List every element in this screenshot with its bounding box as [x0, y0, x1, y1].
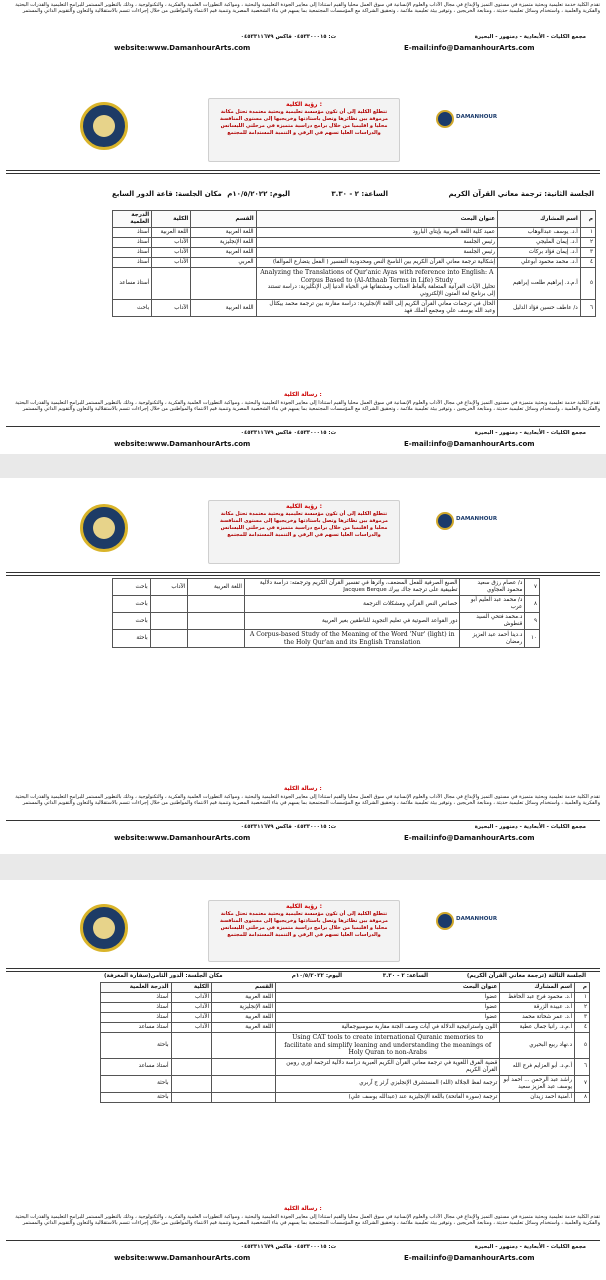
col-header: اسم المشارك [498, 211, 581, 228]
cell [188, 613, 245, 630]
vision-box [208, 500, 400, 564]
phone-text: ت: ٠٤٥٣٣٠٠٠١٥ فاكس ٠٤٥٣٣١١٦٧٩ [240, 824, 336, 830]
cell: الآداب [152, 300, 191, 317]
table-row [113, 300, 596, 317]
title-english: Analyzing the Translations of Qur'anic Ayas with reference into English: A Corpus Based to (Al-Athaab Terms in Life) Study [260, 269, 494, 284]
col-header: م [575, 983, 590, 993]
cell: أستاذ [113, 228, 152, 238]
cell: أ.م.د. رانيا جمال عطية [500, 1023, 575, 1033]
university-logo: DAMANHOUR [436, 110, 496, 134]
website-text: website:www.DamanhourArts.com [114, 44, 251, 52]
cell [212, 1092, 276, 1102]
table-row [113, 248, 596, 258]
mission-text: تقدم الكلية خدمة تعليمية وبحثية متميزة في مستوى التميز والإبداع في مجال الآداب والعلوم الإنسانية في سوق العمل محليا والقيم استنادا إلى معايير الجودة التعليمية والبحثية ، ومواكبة التطورات العلمية والفكرية ، والتكنولوجية ، وذلك بالتطوير المستمر للبرامج التعليمية والقدرات البحثية والفكرية والعلمية ، واستخدام وسائل تعليمية حديثة ، ومتابعة الخريجين ، وتوفير بيئة تعليمية ملائمة ، وتحقيق الشراكة مع المؤسسات المجتمعية بما يسهم في بناء الشخصية المصرية وتنمية قيم الانتماء والمواطنين من خلال إجراءات تتسم بالاستقلالية والتعاون والتقويم الذاتي والمستمر [15, 1214, 600, 1227]
cell: راشد عبد الرحمن ... أحمد أبو يوسف عبد العزيز سعيد [500, 1075, 575, 1092]
cell: إشكالية ترجمة معاني القرآن الكريم بين الناسخ النص ومحدودية التفسير ( الفعل يتضارع الموالفا) [256, 258, 498, 268]
cell [150, 596, 188, 613]
cell: A Corpus-based Study of the Meaning of the Word 'Nur' (light) in the Holy Qur'an and its English Translation [244, 630, 460, 648]
col-header: عنوان البحث [276, 983, 500, 993]
footer-line [6, 426, 600, 427]
cell: عضوا [276, 1003, 500, 1013]
vision-text: تتطلع الكلية إلى أن تكون مؤسسة تعليمية وبحثية معتمدة تحتل مكانة مرموقة بين نظائرها وتصل باستاذتها وخريجيها إلى مستوى المنافسة محليا و اقليميا من خلال برامج دراسية متميزة في مرحلتي الليسانس والدراسات العليا تسهم في الرقي و التنمية المستدامة للمجتمع [219, 511, 388, 538]
cell [212, 1033, 276, 1059]
vision-title: رؤية الكلية : [286, 903, 322, 910]
phone-text: ت: ٠٤٥٣٣٠٠٠١٥ فاكس ٠٤٥٣٣١١٦٧٩ [240, 34, 336, 40]
cell [171, 1075, 212, 1092]
vision-text: تتطلع الكلية إلى أن تكون مؤسسة تعليمية وبحثية معتمدة تحتل مكانة مرموقة بين نظائرها وتصل باستاذتها وخريجيها إلى مستوى المنافسة محليا و اقليميا من خلال برامج دراسية متميزة في مرحلتي الليسانس والدراسات العليا تسهم في الرقي و التنمية المستدامة للمجتمع [219, 911, 388, 938]
mission-text: تقدم الكلية خدمة تعليمية وبحثية متميزة في مستوى التميز والإبداع في مجال الآداب والعلوم الإنسانية في سوق العمل محليا والقيم استنادا إلى معايير الجودة التعليمية والبحثية ، ومواكبة التطورات العلمية والفكرية ، والتكنولوجية ، وذلك بالتطوير المستمر للبرامج التعليمية والقدرات البحثية والفكرية والعلمية ، واستخدام وسائل تعليمية حديثة ، ومتابعة الخريجين ، وتوفير بيئة تعليمية ملائمة ، وتحقيق الشراكة مع المؤسسات المجتمعية بما يسهم في بناء الشخصية المصرية وتنمية قيم الانتماء والمواطنين من خلال إجراءات تتسم بالاستقلالية والتعاون والتقويم الذاتي والمستمر [15, 400, 600, 413]
cell: باحث [113, 596, 151, 613]
cell: اللغة العربية [191, 228, 256, 238]
cell: الآداب [171, 1023, 212, 1033]
table-row [113, 579, 540, 596]
col-header: الدرجة العلمية [113, 211, 152, 228]
address-text: مجمع الكليات - الأبعادية - دمنهور - البحيرة [474, 34, 586, 40]
faculty-logo [80, 102, 128, 150]
cell [188, 630, 245, 648]
session-time: الساعة: ٢ - ٣.٣٠ [331, 190, 388, 198]
session-title: الجلسة الثالثة (ترجمة معاني القرآن الكريم) [466, 973, 586, 979]
cell: د.محمد فتحي السيد قنطوش [460, 613, 525, 630]
address-text: مجمع الكليات - الأبعادية - دمنهور - البحيرة [474, 1244, 586, 1250]
university-logo: DAMANHOUR [436, 912, 496, 936]
title-arabic: تحليل الآيات القرآنية المتعلقة بألفاظ العذاب ومشتقاتها في الحياة الدنيا إلى الإنكليزية: دراسة تستند إلى برنامج لغة المتون الإلكتروني [267, 284, 496, 298]
document-page-2 [0, 478, 606, 854]
document-page-1b [0, 74, 606, 454]
cell: الصيغ الصرفية للفعل المضعف، وأثرها في تفسير القرآن الكريم وترجمته: دراسة دلالية تطبيقية على ترجمة جاك بيرك Jacques Berque [244, 579, 460, 596]
cell: رئيس الجلسة [256, 248, 498, 258]
col-header: القسم [212, 983, 276, 993]
separator [6, 968, 600, 972]
website-text: website:www.DamanhourArts.com [114, 1254, 251, 1262]
cell: د/ محمد عبد العليم أبو عرب [460, 596, 525, 613]
cell: أ.أمنية أحمد زيدان [500, 1092, 575, 1102]
table-header-row [113, 211, 596, 228]
cell: العربي [191, 258, 256, 268]
cell: ترجمة (سورة الفاتحة) باللغة الإنجليزية عند (عبدالله يوسف علي) [276, 1092, 500, 1102]
table-row [113, 228, 596, 238]
col-header: م [580, 211, 595, 228]
table-row [113, 268, 596, 300]
cell: اللغة العربية [212, 993, 276, 1003]
cell: ٦ [580, 300, 595, 317]
cell: باحث [113, 579, 151, 596]
cell: عميد كلية اللغة العربية بإيتاي البارود [256, 228, 498, 238]
session-day: اليوم: ١٠/٥/٢٠٢٢م [291, 973, 342, 979]
session-time: الساعة: ٢ - ٣.٣٠ [382, 973, 428, 979]
table-row [113, 238, 596, 248]
cell [150, 630, 188, 648]
separator [6, 572, 600, 576]
cell: ٥ [580, 268, 595, 300]
table-header-row [101, 983, 590, 993]
table-row [101, 1075, 590, 1092]
participants-table [100, 982, 590, 1103]
email-text: E-mail:info@DamanhourArts.com [404, 44, 535, 52]
cell: أ.د. يوسف عبدالوهاب [498, 228, 581, 238]
cell: أ.د. محمد محمود أبوعلي [498, 258, 581, 268]
cell: اللغة الإنجليزية [191, 238, 256, 248]
table-row [113, 630, 540, 648]
table-row [113, 596, 540, 613]
cell: قضية الفرق اللغوية في ترجمة معاني القرآن الكريم العبرية دراسة دلالية لترجمة أوري روبين القرآن الكريم [276, 1058, 500, 1075]
cell: باحثة [101, 1033, 172, 1059]
cell: اللغة العربية [152, 228, 191, 238]
cell: عضوا [276, 993, 500, 1003]
cell: أستاذ [101, 1013, 172, 1023]
email-text: E-mail:info@DamanhourArts.com [404, 1254, 535, 1262]
vision-title: رؤية الكلية : [286, 101, 322, 108]
col-header: الكلية [152, 211, 191, 228]
col-header: الكلية [171, 983, 212, 993]
cell: ٦ [575, 1058, 590, 1075]
participants-table [112, 210, 596, 317]
cell: د.دينا أحمد عبد العزيز رمضان [460, 630, 525, 648]
address-text: مجمع الكليات - الأبعادية - دمنهور - البحيرة [474, 824, 586, 830]
cell: الآداب [152, 238, 191, 248]
cell [256, 268, 498, 300]
cell: اللغة العربية [212, 1023, 276, 1033]
cell: ٢ [580, 238, 595, 248]
top-mission-strip: تقدم الكلية خدمة تعليمية وبحثية متميزة في مستوى التميز والإبداع في مجال الآداب والعلوم الإنسانية في سوق العمل محليا والقيم استنادا إلى معايير الجودة التعليمية والبحثية ، ومواكبة التطورات العلمية والفكرية ، والتكنولوجية ، وذلك بالتطوير المستمر للبرامج التعليمية والقدرات البحثية والفكرية والعلمية ، واستخدام وسائل تعليمية حديثة ، ومتابعة الخريجين ، وتوفير بيئة تعليمية ملائمة ، وتحقيق الشراكة مع المؤسسات المجتمعية بما يسهم في بناء الشخصية المصرية وتنمية قيم الانتماء والمواطنين من خلال إجراءات تتسم بالاستقلالية والتعاون والتقويم الذاتي والمستمر [15, 2, 600, 15]
cell [191, 268, 256, 300]
cell: ٧ [575, 1075, 590, 1092]
col-header: اسم المشارك [500, 983, 575, 993]
cell: باحثة [101, 1075, 172, 1092]
cell: أستاذ [113, 258, 152, 268]
cell: الحال في ترجمات معاني القرآن الكريم إلى اللغة الإنجليزية: دراسة مقارنة بين ترجمة محمد بيكثال وعبد الله يوسف علي ومجمع الملك فهد [256, 300, 498, 317]
cell: ٩ [525, 613, 540, 630]
cell: ٤ [580, 258, 595, 268]
faculty-logo [80, 904, 128, 952]
cell: الآداب [152, 248, 191, 258]
cell [150, 613, 188, 630]
cell: أستاذ [113, 248, 152, 258]
cell: أستاذ مساعد [101, 1023, 172, 1033]
email-text: E-mail:info@DamanhourArts.com [404, 834, 535, 842]
cell: باحثة [113, 630, 151, 648]
table-row [101, 1033, 590, 1059]
cell: أستاذ [101, 1003, 172, 1013]
cell: ترجمة لفظ الجلالة (الله) المستشرق الإنجليزي آرثر ج آربري [276, 1075, 500, 1092]
participants-table [112, 578, 540, 648]
cell [171, 1092, 212, 1102]
session-place: مكان الجلسة: قاعة الدور السابع [112, 190, 222, 198]
cell: خصائص النص القرآني ومشكلات الترجمة [244, 596, 460, 613]
table-row [101, 993, 590, 1003]
cell: ١ [575, 993, 590, 1003]
cell: د/ عصام رزق سعيد محمود العجاوي [460, 579, 525, 596]
cell: اللون واستراتيجية الدلالة في آيات وصف الجنة مقاربة سوسيوجمالية [276, 1023, 500, 1033]
cell: رئيس الجلسة [256, 238, 498, 248]
cell: ٨ [525, 596, 540, 613]
table-row [101, 1058, 590, 1075]
cell: أ.د. عبيدة الزرقة [500, 1003, 575, 1013]
cell [212, 1058, 276, 1075]
mission-title: رسالة الكلية : [284, 1206, 322, 1212]
cell: ٢ [575, 1003, 590, 1013]
cell: اللغة العربية [191, 248, 256, 258]
faculty-logo [80, 504, 128, 552]
cell: اللغة العربية [212, 1013, 276, 1023]
document-page-3 [0, 880, 606, 1280]
vision-box [208, 98, 400, 162]
cell: أ.د. عمر شحاتة محمد [500, 1013, 575, 1023]
cell: أ.م.د. أبو العزايم فرج الله [500, 1058, 575, 1075]
session-place: مكان الجلسة: الدور الثامن(سفارة المعرفة) [104, 973, 223, 979]
table-row [101, 1003, 590, 1013]
vision-box [208, 900, 400, 962]
cell: أ.د. محمود فرج عبد الحافظ [500, 993, 575, 1003]
session-title: الجلسة الثانية: ترجمة معاني القرآن الكريم [448, 190, 594, 198]
vision-text: تتطلع الكلية إلى أن تكون مؤسسة تعليمية وبحثية معتمدة تحتل مكانة مرموقة بين نظائرها وتصل باستاذتها وخريجيها إلى مستوى المنافسة محليا و اقليميا من خلال برامج دراسية متميزة في مرحلتي الليسانس والدراسات العليا تسهم في الرقي و التنمية المستدامة للمجتمع [219, 109, 388, 136]
cell [152, 268, 191, 300]
university-logo: DAMANHOUR [436, 512, 496, 536]
col-header: الدرجة العلمية [101, 983, 172, 993]
cell: د.نهاد ربيع البحيري [500, 1033, 575, 1059]
cell: ٨ [575, 1092, 590, 1102]
session-day: اليوم: ١٠/٥/٢٠٢٢م [227, 190, 290, 198]
cell: أستاذ [113, 238, 152, 248]
cell: الآداب [171, 993, 212, 1003]
cell: د/ عاطف حسين فؤاد الدليل [498, 300, 581, 317]
cell: أ.م.د. إبراهيم طلعت إبراهيم [498, 268, 581, 300]
footer-line [6, 1240, 600, 1241]
cell: ٤ [575, 1023, 590, 1033]
table-row [113, 258, 596, 268]
cell: اللغة الإنجليزية [212, 1003, 276, 1013]
table-row [113, 613, 540, 630]
cell [171, 1033, 212, 1059]
cell: باحثة [101, 1092, 172, 1102]
cell: الآداب [150, 579, 188, 596]
mission-title: رسالة الكلية : [284, 392, 322, 398]
cell [171, 1058, 212, 1075]
mission-text: تقدم الكلية خدمة تعليمية وبحثية متميزة في مستوى التميز والإبداع في مجال الآداب والعلوم الإنسانية في سوق العمل محليا والقيم استنادا إلى معايير الجودة التعليمية والبحثية ، ومواكبة التطورات العلمية والفكرية ، والتكنولوجية ، وذلك بالتطوير المستمر للبرامج التعليمية والقدرات البحثية والفكرية والعلمية ، واستخدام وسائل تعليمية حديثة ، ومتابعة الخريجين ، وتوفير بيئة تعليمية ملائمة ، وتحقيق الشراكة مع المؤسسات المجتمعية بما يسهم في بناء الشخصية المصرية وتنمية قيم الانتماء والمواطنين من خلال إجراءات تتسم بالاستقلالية والتعاون والتقويم الذاتي والمستمر [15, 794, 600, 807]
cell: اللغة العربية [191, 300, 256, 317]
email-text: E-mail:info@DamanhourArts.com [404, 440, 535, 448]
mission-title: رسالة الكلية : [284, 786, 322, 792]
table-row [101, 1013, 590, 1023]
separator [6, 170, 600, 174]
cell [188, 596, 245, 613]
phone-text: ت: ٠٤٥٣٣٠٠٠١٥ فاكس ٠٤٥٣٣١١٦٧٩ [240, 1244, 336, 1250]
cell: اللغة العربية [188, 579, 245, 596]
cell: أ.د. إيمان المليجي [498, 238, 581, 248]
cell: باحث [113, 300, 152, 317]
cell: أ.د. إيمان فؤاد بركات [498, 248, 581, 258]
cell: الآداب [152, 258, 191, 268]
cell: أستاذ مساعد [101, 1058, 172, 1075]
cell: ٧ [525, 579, 540, 596]
cell: عضوا [276, 1013, 500, 1023]
vision-title: رؤية الكلية : [286, 503, 322, 510]
cell: أستاذ [101, 993, 172, 1003]
cell: أستاذ مساعد [113, 268, 152, 300]
col-header: القسم [191, 211, 256, 228]
cell: ٣ [575, 1013, 590, 1023]
cell: ١٠ [525, 630, 540, 648]
phone-text: ت: ٠٤٥٣٣٠٠٠١٥ فاكس ٠٤٥٣٣١١٦٧٩ [240, 430, 336, 436]
table-row [101, 1023, 590, 1033]
footer-line [6, 820, 600, 821]
cell: ٥ [575, 1033, 590, 1059]
cell: Using CAT tools to create international Quranic memories to facilitate and simplify leaning and understanding the meanings of Holy Quran to non-Arabs [276, 1033, 500, 1059]
cell: الآداب [171, 1003, 212, 1013]
cell [212, 1075, 276, 1092]
cell: الآداب [171, 1013, 212, 1023]
cell: باحث [113, 613, 151, 630]
col-header: عنوان البحث [256, 211, 498, 228]
cell: دور القواعد الصوتية في تعليم التجويد للناطقين بغير العربية [244, 613, 460, 630]
cell: ١ [580, 228, 595, 238]
website-text: website:www.DamanhourArts.com [114, 440, 251, 448]
table-row [101, 1092, 590, 1102]
website-text: website:www.DamanhourArts.com [114, 834, 251, 842]
cell: ٣ [580, 248, 595, 258]
address-text: مجمع الكليات - الأبعادية - دمنهور - البحيرة [474, 430, 586, 436]
